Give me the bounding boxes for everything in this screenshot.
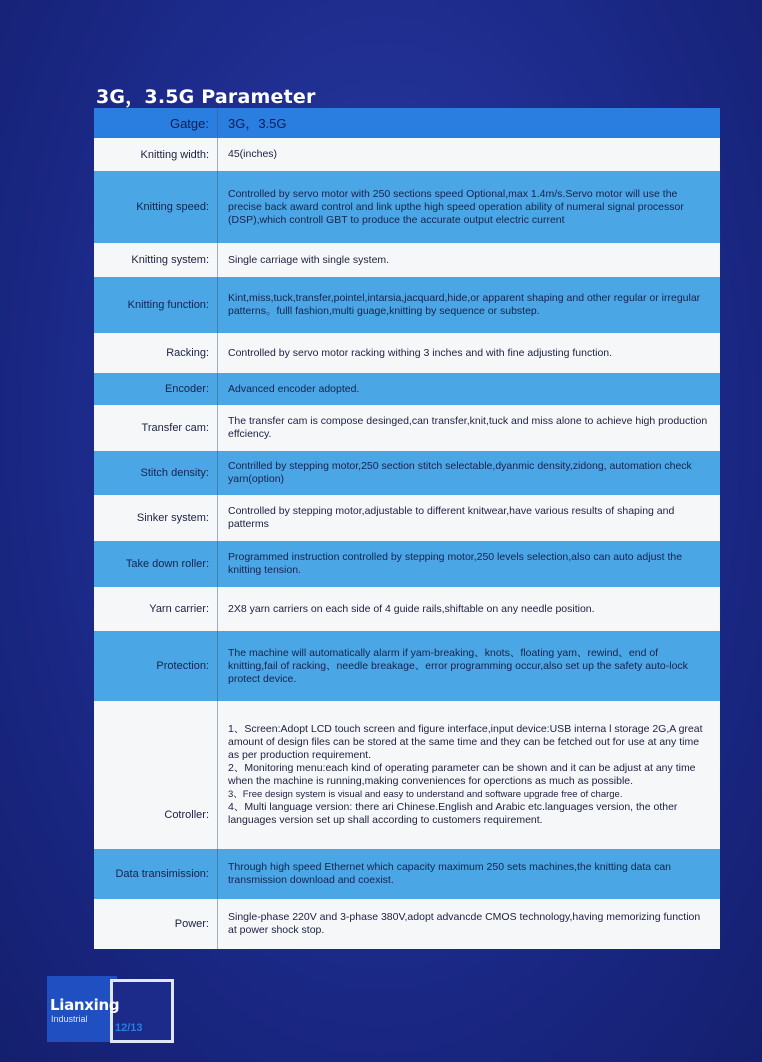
- row-label: Data transimission:: [94, 849, 218, 899]
- row-label: Sinker system:: [94, 495, 218, 541]
- row-label: Yarn carrier:: [94, 587, 218, 631]
- row-value: Controlled by stepping motor,adjustable to different knitwear,have various results of shaping and patterms: [228, 505, 675, 530]
- row-value: Programmed instruction controlled by stepping motor,250 levels selection,also can auto adjust the knitting tension.: [228, 551, 683, 576]
- table-row: [94, 333, 720, 373]
- row-value: 45(inches): [228, 148, 278, 160]
- table-row: [94, 899, 720, 949]
- row-label: Knitting system:: [94, 243, 218, 277]
- table-row-controller: [94, 701, 720, 849]
- row-value: 2X8 yarn carriers on each side of 4 guide rails,shiftable on any needle position.: [228, 602, 595, 615]
- parameter-table: [94, 108, 720, 948]
- table-row: [94, 373, 720, 405]
- table-header-row: [94, 108, 720, 138]
- table-row: [94, 277, 720, 333]
- row-label: Power:: [94, 899, 218, 949]
- row-label: Take down roller:: [94, 541, 218, 587]
- row-value: The machine will automatically alarm if yam-breaking、knots、floating yam、rewind、end of knitting,fail of racking、needle breakage、error programming occur,also set up the safety auto-lock protect device.: [228, 646, 688, 685]
- row-label: Racking:: [94, 333, 218, 373]
- row-value: Single carriage with single system.: [228, 253, 390, 266]
- row-value: The transfer cam is compose desinged,can transfer,knit,tuck and miss alone to achieve high production effciency.: [228, 415, 708, 440]
- page-title: 3G，3.5G Parameter: [96, 86, 316, 108]
- controller-line: 3、Free design system is visual and easy to understand and software upgrade free of charge.: [228, 789, 623, 800]
- row-label: Knitting width:: [94, 138, 218, 171]
- row-value: Contrilled by stepping motor,250 section stitch selectable,dyanmic density,zidong, automation check yarn(option): [228, 460, 692, 485]
- table-row: [94, 631, 720, 701]
- brand-subtitle: Industrial: [51, 1014, 88, 1024]
- header-label: Gatge:: [94, 108, 218, 138]
- row-label: Knitting function:: [94, 277, 218, 333]
- brand-name: Lianxing: [50, 996, 120, 1014]
- brand-logo: [47, 976, 174, 1042]
- row-value: Controlled by servo motor racking withing 3 inches and with fine adjusting function.: [228, 346, 613, 359]
- row-label: Cotroller:: [94, 701, 218, 849]
- row-label: Transfer cam:: [94, 405, 218, 451]
- row-label: Encoder:: [94, 373, 218, 405]
- row-label: Stitch density:: [94, 451, 218, 495]
- table-row: [94, 138, 720, 171]
- header-value: 3G，3.5G: [228, 115, 287, 131]
- row-value: Controlled by servo motor with 250 sections speed Optional,max 1.4m/s.Servo motor will use the precise back award control and link upthe high speed operation ability of numeral signal processor (DSP),which controll GBT to produce the accurate output electric current: [228, 187, 684, 226]
- controller-line: 2、Monitoring menu:each kind of operating parameter can be shown and it can be adjust at any time when the machine is running,making conveniences for operctions as much as possible.: [228, 762, 696, 787]
- controller-line: 1、Screen:Adopt LCD touch screen and figure interface,input device:USB interna l storage 2G,A great amount of design files can be stored at the same time and they can be fetched out for use at any time as per production requirement.: [228, 723, 703, 761]
- table-row: [94, 541, 720, 587]
- table-row: [94, 849, 720, 899]
- row-value: Single-phase 220V and 3-phase 380V,adopt advancde CMOS technology,having memorizing function at power shock stop.: [228, 911, 701, 936]
- row-value: Kint,miss,tuck,transfer,pointel,intarsia,jacquard,hide,or apparent shaping and other regular or irregular patterns。fulll fashion,multi guage,knitting by sequence or substep.: [228, 292, 701, 317]
- table-row: [94, 451, 720, 495]
- table-row: [94, 405, 720, 451]
- row-value: Advanced encoder adopted.: [228, 382, 360, 395]
- table-row: [94, 171, 720, 243]
- table-row: [94, 495, 720, 541]
- row-value: Through high speed Ethernet which capacity maximum 250 sets machines,the knitting data can transmission download and coexist.: [228, 861, 671, 886]
- row-label: Knitting speed:: [94, 171, 218, 243]
- table-row: [94, 243, 720, 277]
- row-label: Protection:: [94, 631, 218, 701]
- controller-value: [218, 701, 720, 849]
- page-number: 12/13: [115, 1022, 143, 1034]
- table-row: [94, 587, 720, 631]
- controller-line: 4、Multi language version: there ari Chinese.English and Arabic etc.languages version, the other languages version set up shall according to customers requirement.: [228, 801, 678, 826]
